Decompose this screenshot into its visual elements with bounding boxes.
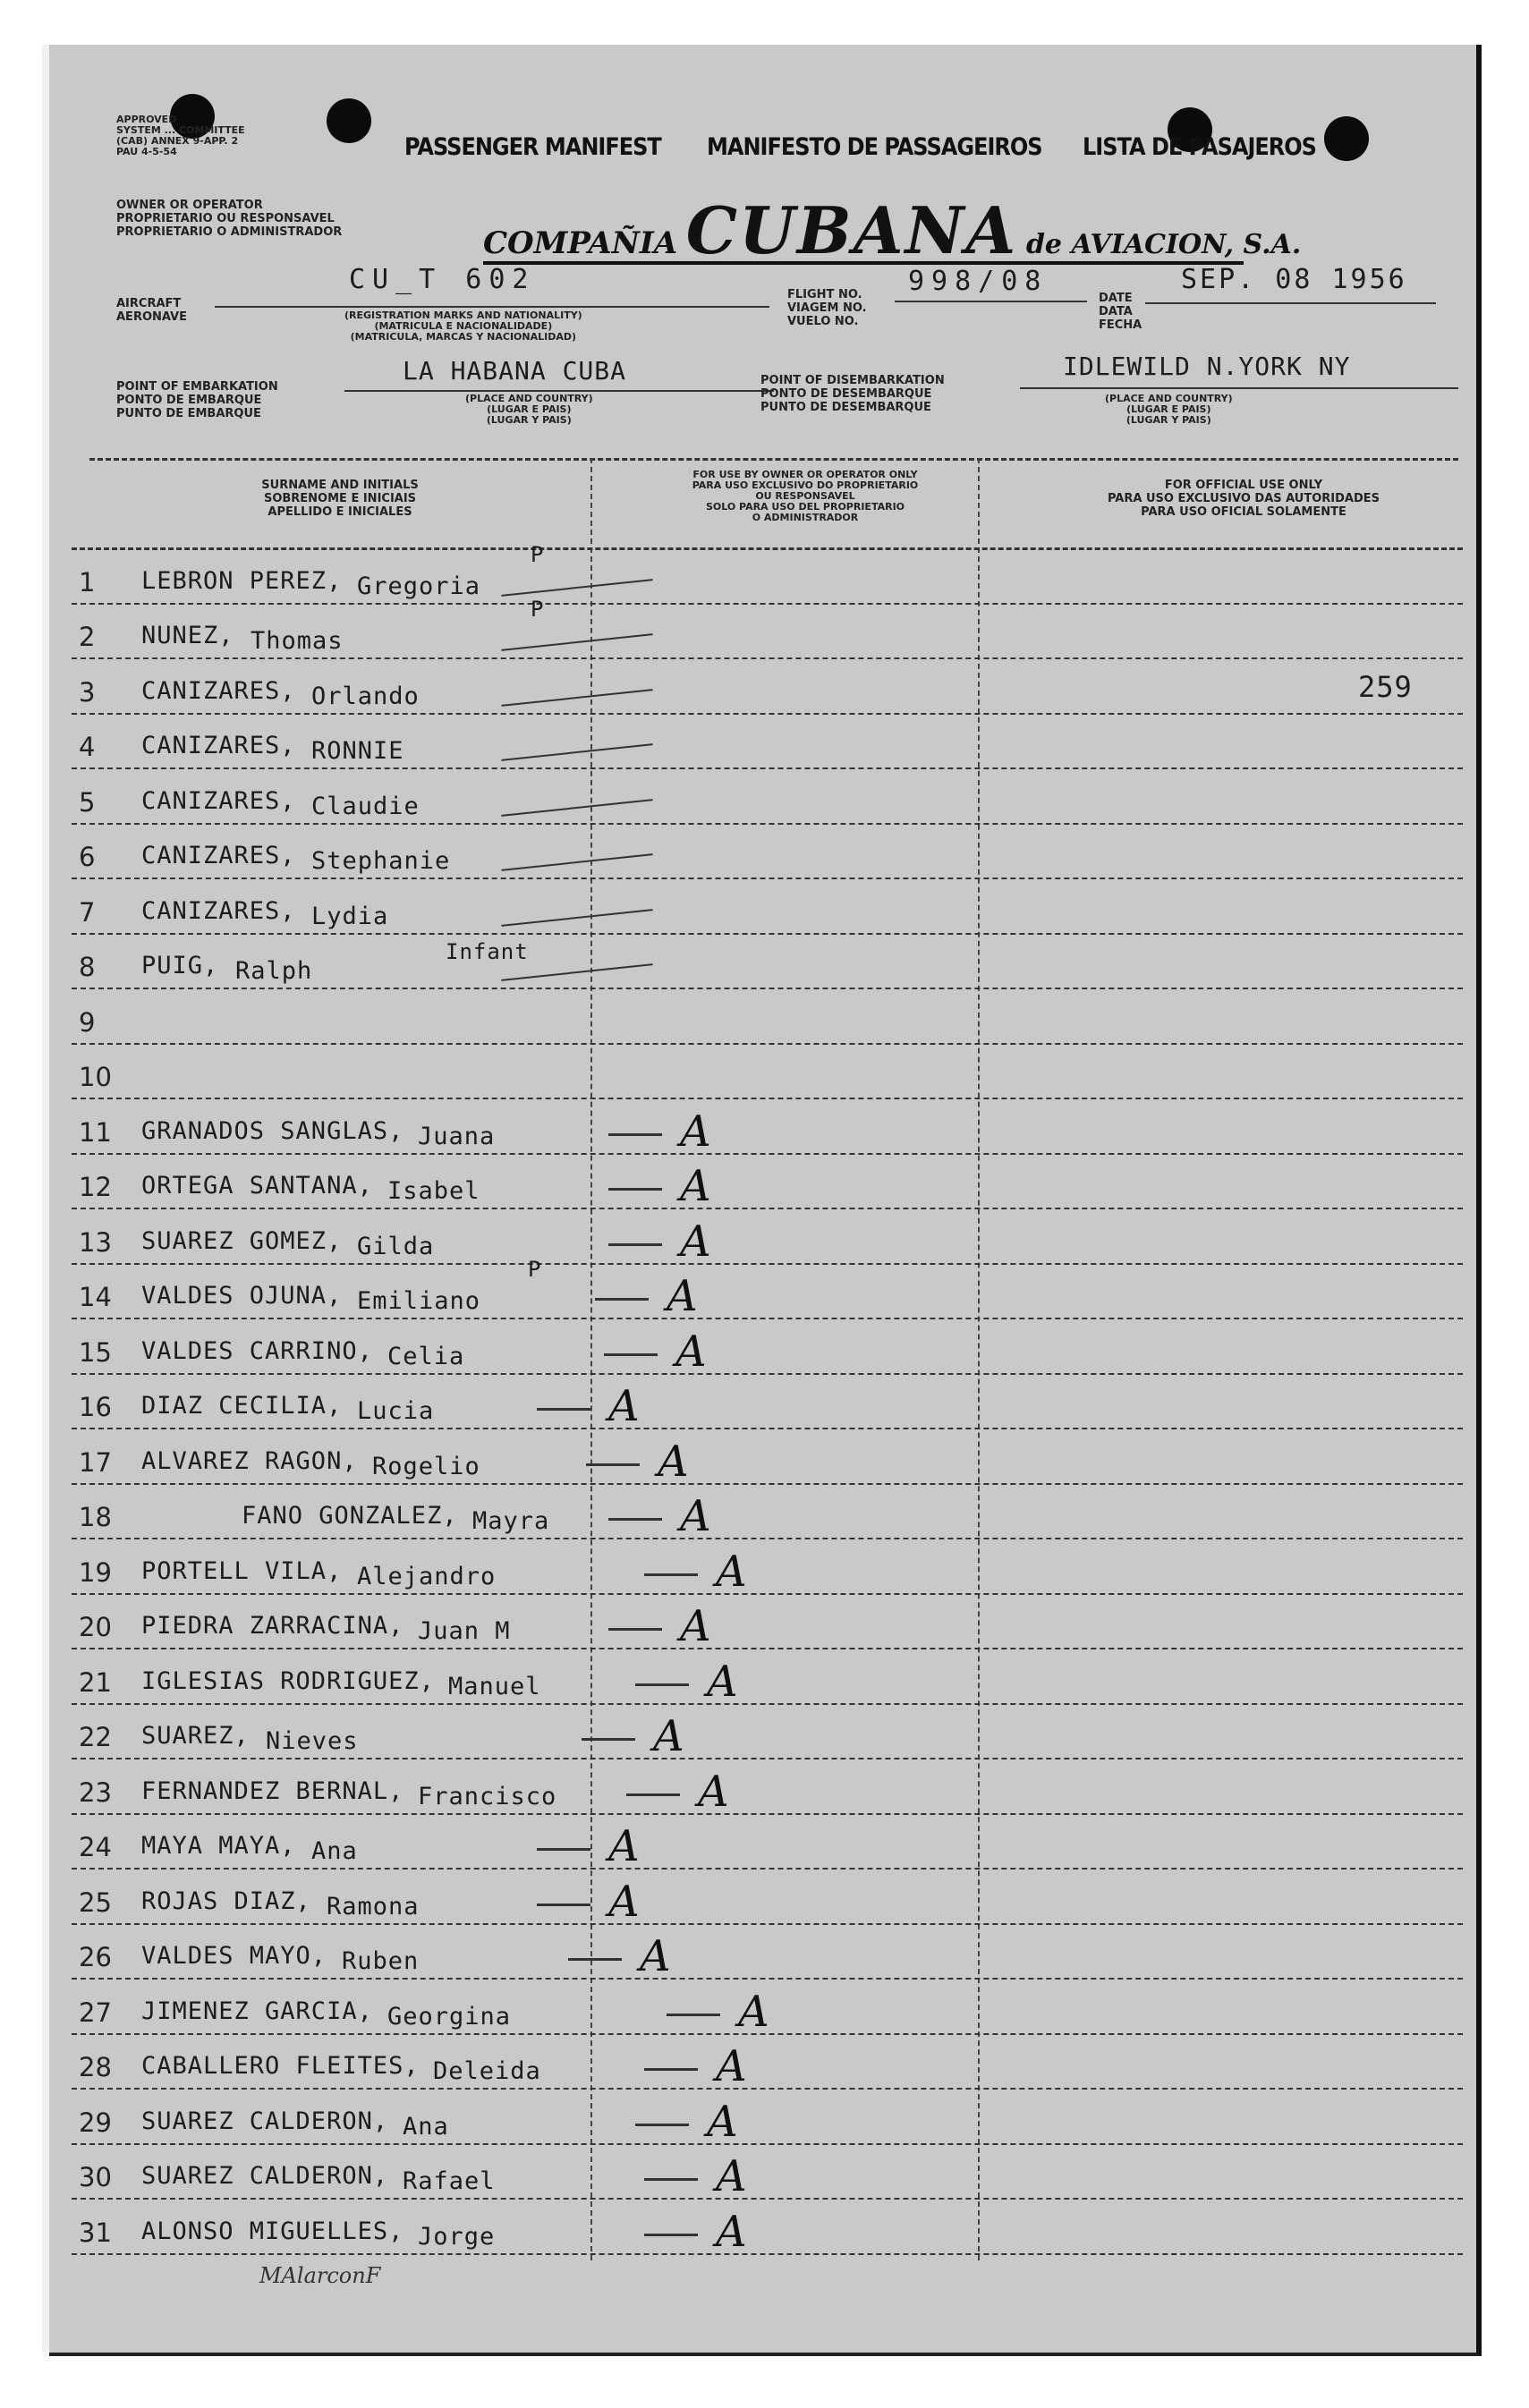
row-number: 27 <box>79 1997 112 2028</box>
disembark-line <box>1020 387 1458 389</box>
check-mark-a: A <box>658 1436 689 1487</box>
check-mark-a: A <box>608 1821 640 1871</box>
flight-value: 998/08 <box>908 266 1049 297</box>
check-mark-a: A <box>640 1931 671 1981</box>
passenger-given-name: Nieves <box>266 1727 359 1755</box>
passenger-surname: VALDES MAYO, <box>141 1942 327 1970</box>
row-number: 23 <box>79 1776 112 1808</box>
date-value: SEP. 08 1956 <box>1181 264 1407 295</box>
row-number: 25 <box>79 1887 112 1918</box>
passenger-surname: ORTEGA SANTANA, <box>141 1172 373 1200</box>
passenger-given-name: Orlando <box>311 682 420 710</box>
handwritten-note: Infant <box>446 939 529 964</box>
company-suffix: de AVIACION, S.A. <box>1025 229 1302 260</box>
row-rule <box>72 2143 1463 2145</box>
check-dash <box>608 1518 662 1521</box>
passenger-given-name: Mayra <box>472 1507 550 1535</box>
passenger-given-name: Jorge <box>418 2222 496 2251</box>
check-dash <box>626 1793 680 1796</box>
passenger-surname: PIEDRA ZARRACINA, <box>141 1612 404 1640</box>
passenger-surname: JIMENEZ GARCIA, <box>141 1997 373 2025</box>
row-number: 12 <box>79 1172 112 1202</box>
row-number: 19 <box>79 1556 112 1588</box>
row-number: 7 <box>79 896 96 928</box>
embark-sub: (PLACE AND COUNTRY) (LUGAR E PAIS) (LUGAR Y PAIS) <box>465 393 593 426</box>
check-dash <box>586 1463 640 1466</box>
column-divider-right <box>978 458 980 2260</box>
check-mark-a: A <box>667 1271 698 1321</box>
row-rule <box>72 1703 1463 1705</box>
row-rule <box>72 1208 1463 1209</box>
row-number: 21 <box>79 1666 112 1698</box>
date-line <box>1145 302 1436 304</box>
check-mark-a: A <box>680 1491 711 1541</box>
row-rule <box>72 1043 1463 1045</box>
passenger-surname: CABALLERO FLEITES, <box>141 2052 420 2080</box>
date-labels: DATE DATA FECHA <box>1099 292 1143 332</box>
passenger-given-name: Celia <box>387 1342 465 1370</box>
passenger-given-name: Lucia <box>357 1397 435 1425</box>
check-mark-a: A <box>608 1876 640 1927</box>
check-dash <box>604 1353 658 1356</box>
passenger-surname: ALVAREZ RAGON, <box>141 1446 358 1475</box>
passenger-surname: LEBRON PEREZ, <box>141 566 343 595</box>
check-mark-a: A <box>675 1326 707 1377</box>
passenger-given-name: Rafael <box>403 2167 496 2195</box>
check-mark-a: A <box>738 1986 769 2037</box>
disembark-sub: (PLACE AND COUNTRY) (LUGAR E PAIS) (LUGAR Y PAIS) <box>1105 393 1233 426</box>
check-dash <box>635 2124 689 2126</box>
check-dash <box>644 2234 698 2236</box>
row-number: 3 <box>79 676 96 708</box>
row-rule <box>72 1098 1463 1099</box>
company-prefix: COMPAÑIA <box>483 225 678 261</box>
passenger-surname: SUAREZ GOMEZ, <box>141 1226 343 1255</box>
company-main: CUBANA <box>685 192 1018 268</box>
passenger-given-name: Manuel <box>448 1672 541 1700</box>
punch-hole-2 <box>327 98 371 143</box>
row-rule <box>72 1593 1463 1595</box>
check-dash <box>644 2068 698 2071</box>
row-number: 26 <box>79 1942 112 1972</box>
passenger-given-name: Stephanie <box>311 847 451 875</box>
row-rule <box>72 1318 1463 1319</box>
embark-value: LA HABANA CUBA <box>403 356 627 386</box>
aircraft-value: CU_T 602 <box>349 264 536 295</box>
header-bottom-rule <box>72 547 1463 550</box>
row-rule <box>72 1153 1463 1155</box>
passenger-given-name: Thomas <box>251 627 344 655</box>
row-rule <box>72 1813 1463 1815</box>
row-number: 17 <box>79 1446 112 1478</box>
check-mark-a: A <box>707 2096 738 2147</box>
passenger-surname: CANIZARES, <box>141 732 296 759</box>
row-rule <box>72 2198 1463 2200</box>
row-rule <box>72 2088 1463 2090</box>
check-dash <box>635 1683 689 1686</box>
row-rule <box>72 603 1463 605</box>
row-number: 31 <box>79 2217 112 2248</box>
check-mark-a: A <box>716 1546 747 1597</box>
row-rule <box>72 2253 1463 2255</box>
passenger-surname: PUIG, <box>141 952 219 979</box>
check-mark-a: A <box>680 1161 711 1211</box>
passenger-given-name: Ruben <box>342 1947 420 1975</box>
check-mark-a: A <box>608 1381 640 1431</box>
column-divider-left <box>590 458 592 2260</box>
passenger-given-name: Georgina <box>387 2002 512 2031</box>
passenger-given-name: Rogelio <box>372 1452 480 1480</box>
row-rule <box>72 823 1463 825</box>
row-rule <box>72 1373 1463 1375</box>
row-number: 1 <box>79 566 96 598</box>
row-rule <box>72 1868 1463 1870</box>
row-number: 2 <box>79 622 96 652</box>
row-number: 20 <box>79 1612 112 1642</box>
row-rule <box>72 1483 1463 1485</box>
passenger-surname: IGLESIAS RODRIGUEZ, <box>141 1666 435 1695</box>
row-rule <box>72 1428 1463 1429</box>
passenger-given-name: Isabel <box>387 1177 480 1205</box>
row-rule <box>72 1538 1463 1539</box>
check-mark-a: A <box>707 1656 738 1707</box>
row-rule <box>72 1263 1463 1265</box>
flight-line <box>895 301 1087 302</box>
passenger-surname: CANIZARES, <box>141 676 296 705</box>
row-rule <box>72 767 1463 769</box>
check-mark-a: A <box>653 1711 684 1761</box>
row-rule <box>72 1758 1463 1759</box>
passenger-surname: VALDES OJUNA, <box>141 1282 343 1310</box>
aircraft-line <box>215 306 769 308</box>
row-number: 14 <box>79 1282 112 1312</box>
check-mark-a: A <box>698 1766 729 1817</box>
passenger-given-name: Juan M <box>418 1617 511 1645</box>
row-number: 28 <box>79 2052 112 2082</box>
passenger-surname: CANIZARES, <box>141 842 296 869</box>
check-mark-a: A <box>716 2206 747 2257</box>
row-number: 22 <box>79 1722 112 1752</box>
row-number: 8 <box>79 952 96 982</box>
owner-labels: OWNER OR OPERATOR PROPRIETARIO OU RESPONSAVEL PROPRIETARIO O ADMINISTRADOR <box>116 199 343 239</box>
passenger-surname: DIAZ CECILIA, <box>141 1392 343 1420</box>
passenger-surname: NUNEZ, <box>141 622 234 649</box>
passenger-surname: FERNANDEZ BERNAL, <box>141 1776 404 1805</box>
official-number: 259 <box>1358 669 1413 704</box>
passenger-given-name: Ana <box>311 1837 358 1865</box>
passenger-given-name: Gilda <box>357 1232 435 1260</box>
passenger-given-name: Claudie <box>311 792 420 820</box>
row-number: 11 <box>79 1116 112 1148</box>
passenger-given-name: Gregoria <box>357 572 481 600</box>
flight-labels: FLIGHT NO. VIAGEM NO. VUELO NO. <box>787 288 867 328</box>
disembark-labels: POINT OF DISEMBARKATION PONTO DE DESEMBARQUE PUNTO DE DESEMBARQUE <box>760 374 945 414</box>
registration-labels: (REGISTRATION MARKS AND NATIONALITY) (MATRICULA E NACIONALIDADE) (MATRICULA, MARCAS Y NACIONALIDAD) <box>344 309 582 343</box>
passenger-given-name: Ramona <box>327 1892 420 1920</box>
row-rule <box>72 1923 1463 1925</box>
check-dash <box>608 1133 662 1136</box>
row-rule <box>72 657 1463 659</box>
row-rule <box>72 878 1463 879</box>
check-dash <box>667 2014 720 2016</box>
check-mark-a: A <box>680 1601 711 1651</box>
check-dash <box>644 2178 698 2181</box>
passenger-given-name: RONNIE <box>311 737 404 765</box>
col-surname-header: SURNAME AND INITIALS SOBRENOME E INICIAIS APELLIDO E INICIALES <box>261 479 419 519</box>
handwritten-note: P <box>528 1257 542 1282</box>
row-number: 15 <box>79 1336 112 1368</box>
passenger-surname: GRANADOS SANGLAS, <box>141 1116 404 1145</box>
passenger-surname: CANIZARES, <box>141 896 296 925</box>
row-number: 24 <box>79 1832 112 1862</box>
row-number: 10 <box>79 1062 112 1092</box>
row-rule <box>72 988 1463 989</box>
check-dash <box>608 1243 662 1246</box>
embark-line <box>344 390 774 392</box>
row-number: 13 <box>79 1226 112 1258</box>
row-number: 30 <box>79 2162 112 2192</box>
title-english: PASSENGER MANIFEST <box>404 132 661 161</box>
check-mark-a: A <box>716 2151 747 2201</box>
passenger-given-name: Emiliano <box>357 1287 481 1315</box>
check-dash <box>608 1188 662 1191</box>
punch-hole-4 <box>1324 116 1369 161</box>
handwritten-note: P <box>531 597 545 622</box>
embark-labels: POINT OF EMBARKATION PONTO DE EMBARQUE PUNTO DE EMBARQUE <box>116 380 278 420</box>
passenger-given-name: Juana <box>418 1122 496 1150</box>
row-number: 16 <box>79 1392 112 1422</box>
passenger-surname: ALONSO MIGUELLES, <box>141 2217 404 2245</box>
passenger-surname: PORTELL VILA, <box>141 1556 343 1585</box>
check-mark-a: A <box>716 2041 747 2091</box>
passenger-given-name: Francisco <box>418 1782 557 1810</box>
header-top-rule <box>89 458 1458 461</box>
footer-signature: MAlarconF <box>259 2263 381 2288</box>
row-rule <box>72 1978 1463 1980</box>
col-operator-header: FOR USE BY OWNER OR OPERATOR ONLY PARA USO EXCLUSIVO DO PROPRIETARIO OU RESPONSAVEL SOLO PARA USO DEL PROPRIETARIO O ADMINISTRADOR <box>692 469 919 523</box>
passenger-given-name: Deleida <box>433 2057 541 2085</box>
passenger-surname: ROJAS DIAZ, <box>141 1887 311 1915</box>
check-mark-a: A <box>680 1106 711 1157</box>
passenger-surname: SUAREZ CALDERON, <box>141 2162 389 2190</box>
company-underline <box>483 261 1244 265</box>
row-rule <box>72 933 1463 935</box>
passenger-surname: SUAREZ CALDERON, <box>141 2107 389 2135</box>
col-official-header: FOR OFFICIAL USE ONLY PARA USO EXCLUSIVO DAS AUTORIDADES PARA USO OFICIAL SOLAMENTE <box>1107 479 1380 519</box>
check-mark-a: A <box>680 1216 711 1267</box>
title-portuguese: MANIFESTO DE PASSAGEIROS <box>707 132 1042 161</box>
check-dash <box>595 1298 649 1301</box>
passenger-given-name: Ana <box>403 2112 449 2141</box>
passenger-surname: FANO GONZALEZ, <box>242 1502 458 1530</box>
passenger-given-name: Ralph <box>235 957 313 985</box>
row-number: 18 <box>79 1502 112 1532</box>
aircraft-labels: AIRCRAFT AERONAVE <box>116 297 188 324</box>
approval-block: APPROVED SYSTEM ... COMMITTEE (CAB) ANNEX 9-APP. 2 PAU 4-5-54 <box>116 114 245 157</box>
check-dash <box>644 1573 698 1576</box>
row-number: 9 <box>79 1006 96 1038</box>
passenger-given-name: Lydia <box>311 902 389 930</box>
company-name <box>483 192 1301 268</box>
passenger-surname: SUAREZ, <box>141 1722 250 1750</box>
row-rule <box>72 713 1463 715</box>
check-dash <box>537 1408 590 1411</box>
passenger-given-name: Alejandro <box>357 1562 497 1590</box>
handwritten-note: P <box>531 541 545 567</box>
passenger-surname: VALDES CARRINO, <box>141 1336 373 1365</box>
row-number: 4 <box>79 732 96 762</box>
disembark-value: IDLEWILD N.YORK NY <box>1063 352 1351 381</box>
passenger-surname: MAYA MAYA, <box>141 1832 296 1860</box>
check-dash <box>537 1904 590 1906</box>
row-rule <box>72 1648 1463 1649</box>
row-number: 6 <box>79 842 96 872</box>
check-dash <box>608 1628 662 1631</box>
check-dash <box>568 1958 622 1961</box>
row-number: 29 <box>79 2107 112 2138</box>
row-number: 5 <box>79 786 96 818</box>
check-dash <box>537 1848 590 1851</box>
title-spanish: LISTA DE PASAJEROS <box>1083 132 1316 161</box>
check-dash <box>582 1738 635 1741</box>
passenger-surname: CANIZARES, <box>141 786 296 815</box>
